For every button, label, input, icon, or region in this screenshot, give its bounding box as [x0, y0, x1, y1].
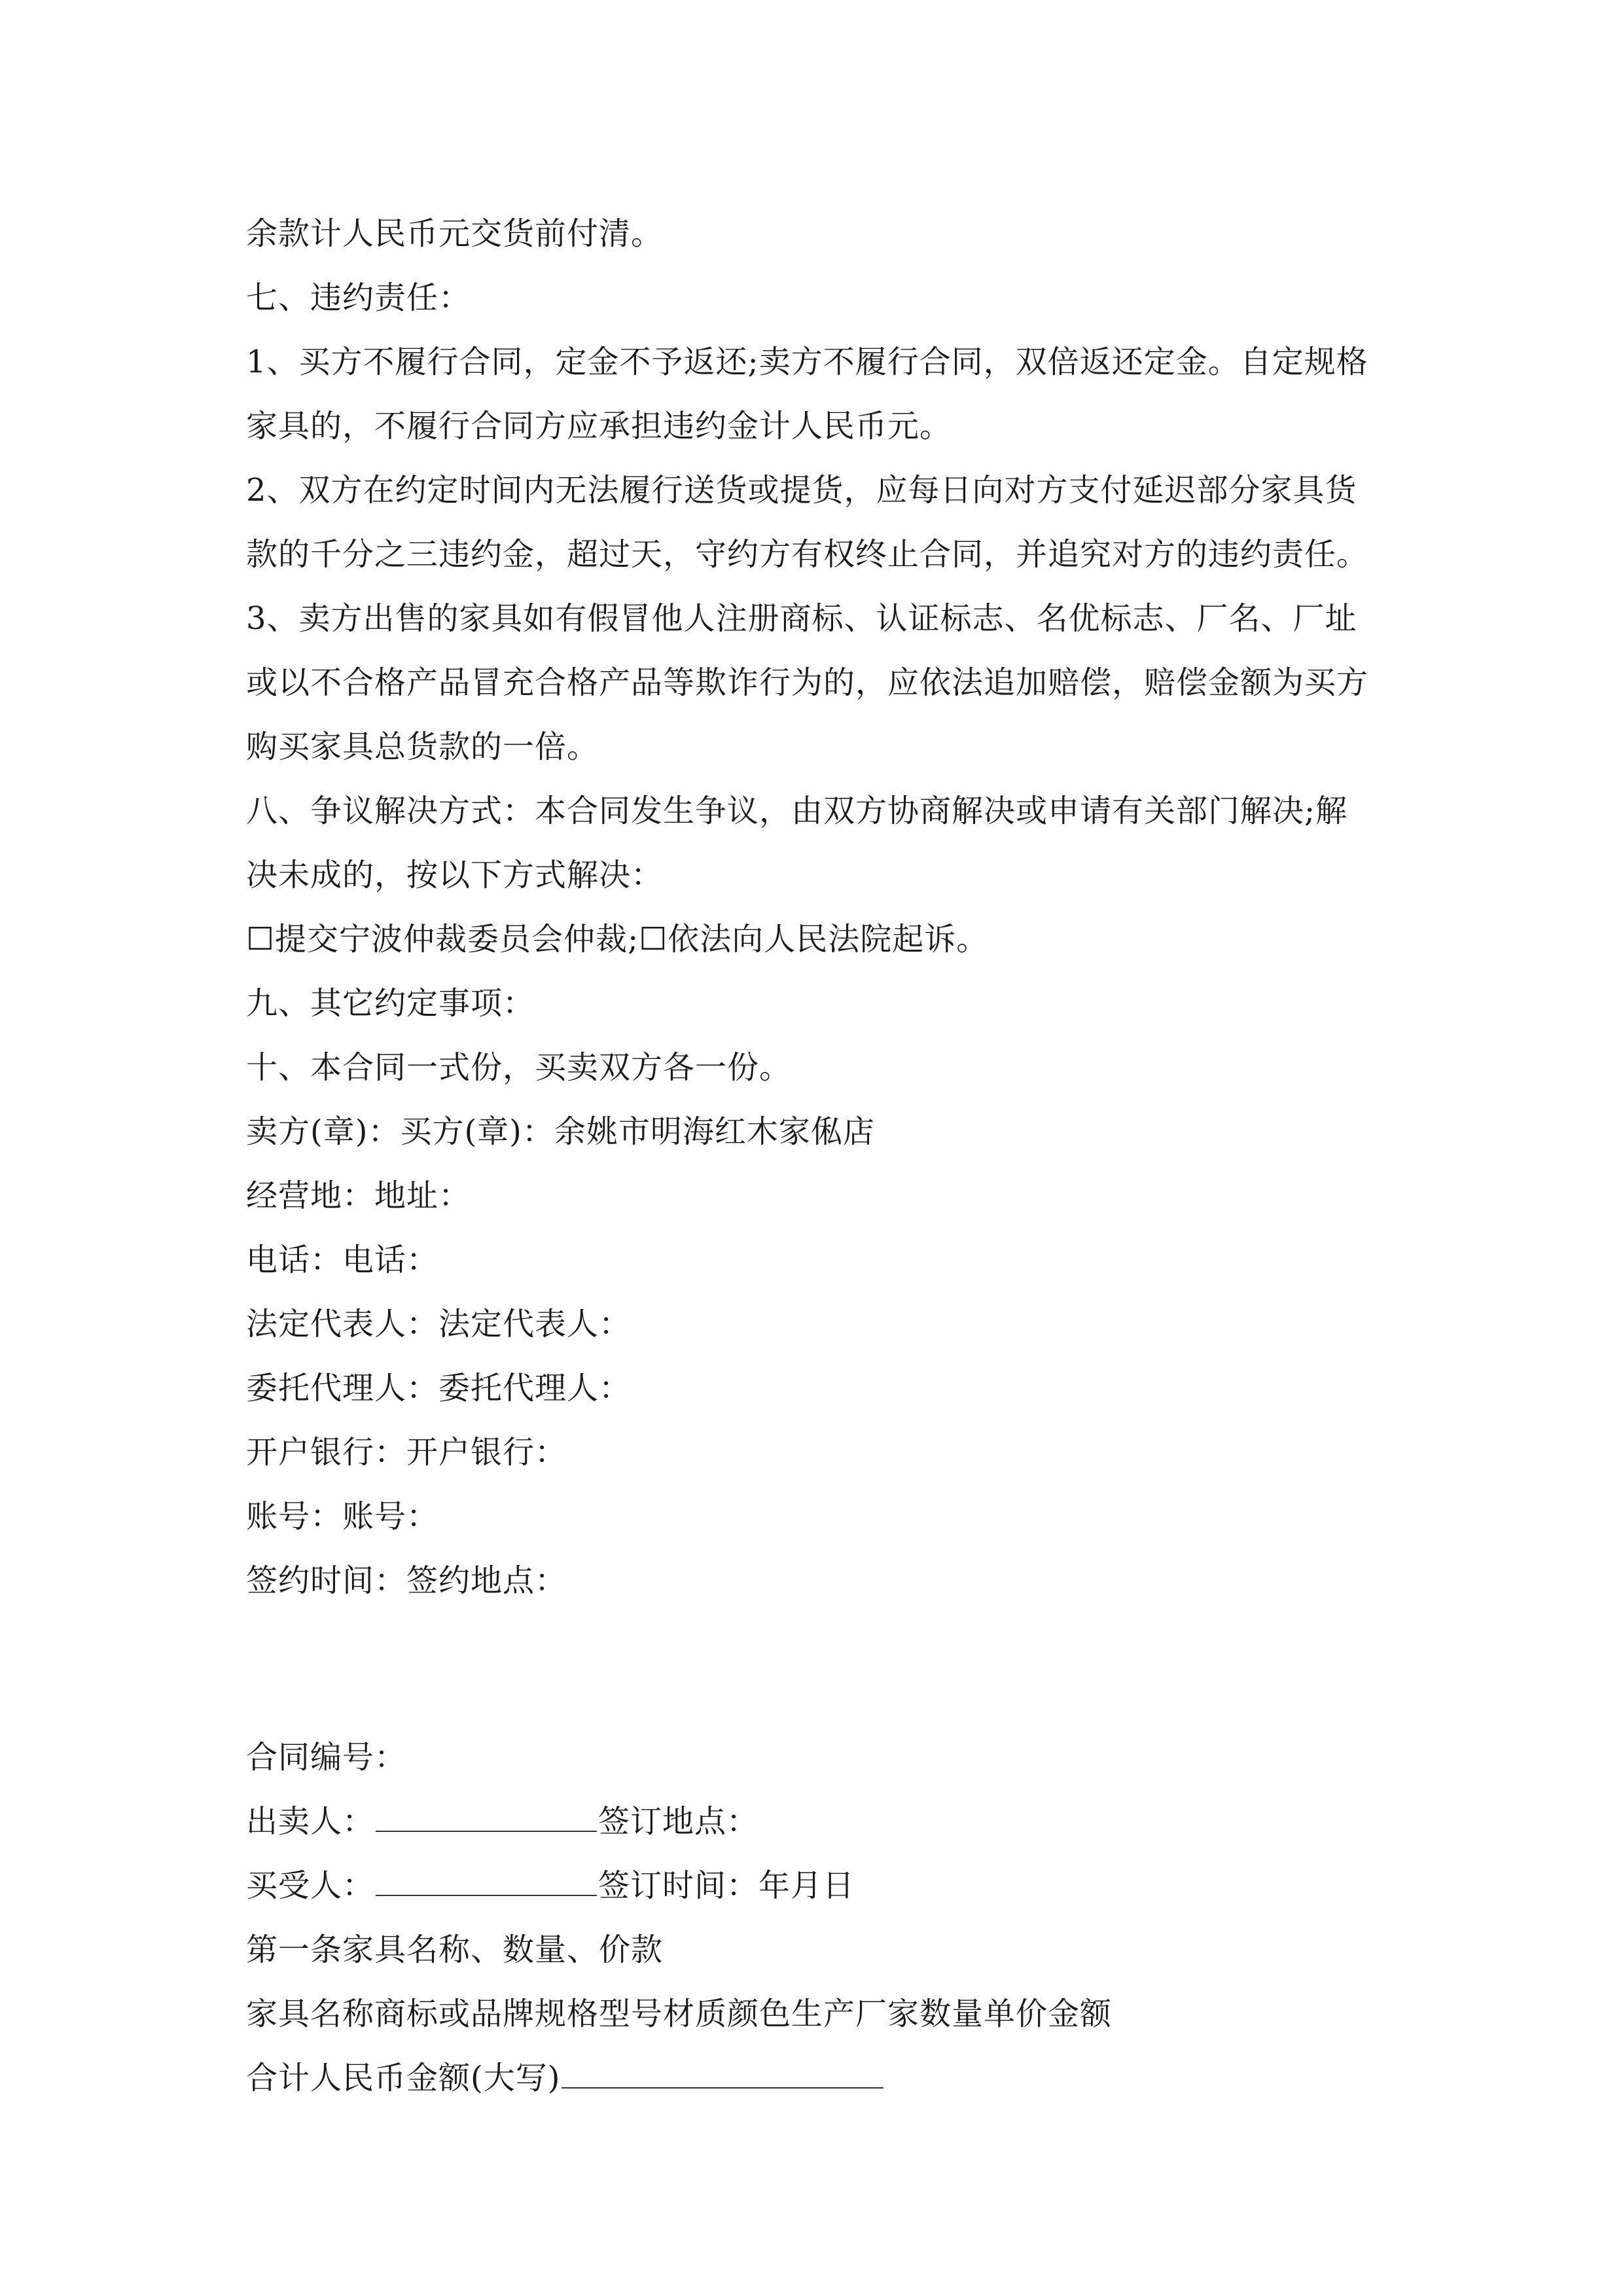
text-line: 2、双方在约定时间内无法履行送货或提货，应每日向对方支付延迟部分家具货 [246, 472, 1357, 509]
contract-number: 合同编号： [246, 1739, 407, 1776]
text-line: 决未成的，按以下方式解决： [246, 857, 664, 893]
article-one-heading: 第一条家具名称、数量、价款 [246, 1931, 664, 1968]
phone-line: 电话：电话： [246, 1242, 439, 1278]
buyer-blank-field [376, 1869, 597, 1896]
account-line: 账号：账号： [246, 1498, 439, 1535]
section-heading-copies: 十、本合同一式份，买卖双方各一份。 [246, 1049, 792, 1086]
bank-line: 开户银行：开户银行： [246, 1434, 567, 1471]
legal-rep-line: 法定代表人：法定代表人： [246, 1306, 632, 1342]
total-amount-line [246, 2046, 1411, 2110]
signing-time-place-line: 签约时间：签约地点： [246, 1562, 567, 1599]
text-line: 或以不合格产品冒充合格产品等欺诈行为的，应依法追加赔偿，赔偿金额为买方 [246, 664, 1369, 701]
section-heading-other: 九、其它约定事项： [246, 985, 535, 1022]
seller-blank-field [376, 1804, 597, 1832]
item-columns-line: 家具名称商标或品牌规格型号材质颜色生产厂家数量单价金额 [246, 1996, 1113, 2032]
text-line: 家具的，不履行合同方应承担违约金计人民币元。 [246, 408, 952, 444]
sign-place-label: 签订地点： [598, 1803, 759, 1840]
text-line: 款的千分之三违约金，超过天，守约方有权终止合同，并追究对方的违约责任。 [246, 536, 1369, 573]
section-gap [246, 1613, 1411, 1725]
text-line: 购买家具总货款的一倍。 [246, 728, 599, 765]
total-label: 合计人民币金额(大写) [246, 2060, 561, 2096]
signature-seal-line: 卖方(章)：买方(章)：余姚市明海红木家俬店 [246, 1113, 875, 1150]
seller-line [246, 1789, 1411, 1854]
document-body [246, 202, 1411, 2110]
section-heading-dispute: 八、争议解决方式：本合同发生争议，由双方协商解决或申请有关部门解决;解 [246, 793, 1348, 829]
text-line: 1、买方不履行合同，定金不予返还;卖方不履行合同，双倍返还定金。自定规格 [246, 344, 1368, 380]
seller-label: 出卖人： [246, 1803, 375, 1840]
agent-line: 委托代理人：委托代理人： [246, 1370, 632, 1407]
section-heading-breach: 七、违约责任： [246, 279, 471, 316]
buyer-label: 买受人： [246, 1867, 375, 1904]
total-blank-field [562, 2061, 883, 2089]
dispute-options: ☐提交宁波仲裁委员会仲裁;☐依法向人民法院起诉。 [246, 921, 989, 958]
sign-time-label: 签订时间：年月日 [598, 1867, 855, 1904]
address-line: 经营地：地址： [246, 1177, 471, 1214]
buyer-line [246, 1854, 1411, 1918]
text-line: 余款计人民币元交货前付清。 [246, 215, 664, 252]
text-line: 3、卖方出售的家具如有假冒他人注册商标、认证标志、名优标志、厂名、厂址 [246, 600, 1357, 637]
